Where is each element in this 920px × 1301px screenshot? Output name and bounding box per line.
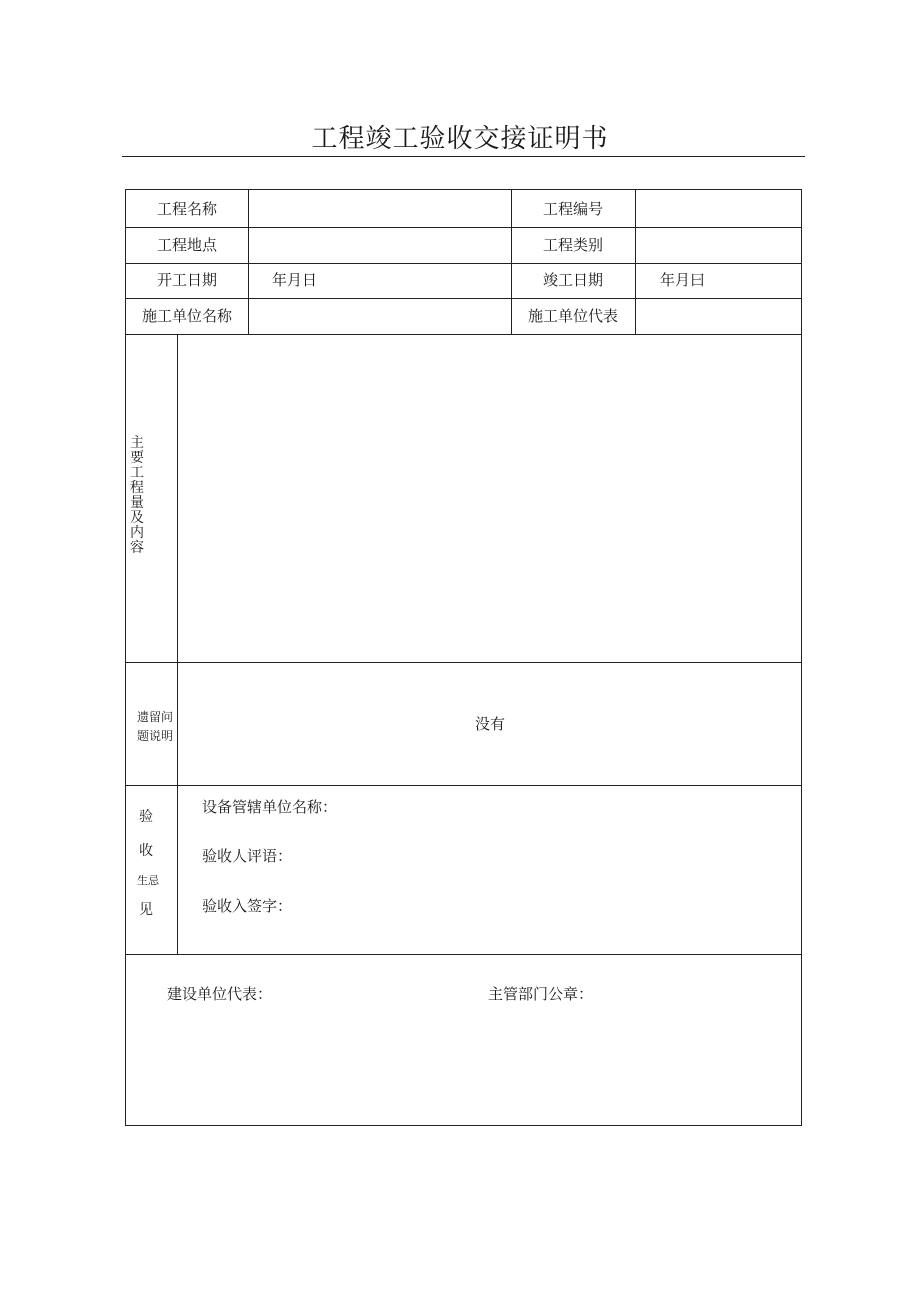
- completion-date-label: 竣工日期: [542, 271, 603, 289]
- row-divider: [126, 785, 801, 786]
- row-divider: [126, 298, 801, 299]
- acceptance-label-2: 收: [139, 843, 153, 859]
- row-divider: [126, 954, 801, 955]
- completion-date-value: 年月曰: [660, 271, 706, 289]
- equipment-unit-field: 设备管辖单位名称：: [202, 798, 338, 816]
- acceptance-form: [125, 189, 802, 1126]
- column-divider: [635, 190, 636, 334]
- acceptance-label-4: 见: [139, 902, 153, 918]
- inspector-signature-field: 验收入签字：: [202, 897, 293, 915]
- acceptance-label-3: 生忌: [137, 874, 159, 887]
- row-divider: [126, 263, 801, 264]
- project-category-label: 工程类别: [542, 236, 603, 254]
- document-title: 工程竣工验收交接证明书: [311, 124, 609, 154]
- contractor-name-label: 施工单位名称: [141, 307, 232, 325]
- start-date-label: 开工日期: [156, 271, 217, 289]
- construction-rep-field: 建设单位代表：: [167, 985, 273, 1003]
- remaining-issues-label-line1: 遗留问: [136, 710, 173, 724]
- project-name-label: 工程名称: [156, 200, 217, 218]
- acceptance-label-1: 验: [139, 809, 153, 825]
- start-date-value: 年月日: [272, 271, 318, 289]
- label-column-divider: [177, 334, 178, 954]
- dept-seal-field: 主管部门公章：: [488, 985, 594, 1003]
- row-divider: [126, 662, 801, 663]
- contractor-rep-label: 施工单位代表: [527, 307, 618, 325]
- remaining-issues-value: 没有: [475, 715, 506, 733]
- project-number-label: 工程编号: [542, 200, 603, 218]
- column-divider: [248, 190, 249, 334]
- remaining-issues-label-line2: 题说明: [136, 729, 173, 743]
- project-location-label: 工程地点: [156, 236, 217, 254]
- row-divider: [126, 334, 801, 335]
- title-underline: [122, 156, 805, 157]
- main-work-label: 主要工程量及内容: [130, 435, 144, 556]
- inspector-comment-field: 验收人评语：: [202, 847, 293, 865]
- row-divider: [126, 227, 801, 228]
